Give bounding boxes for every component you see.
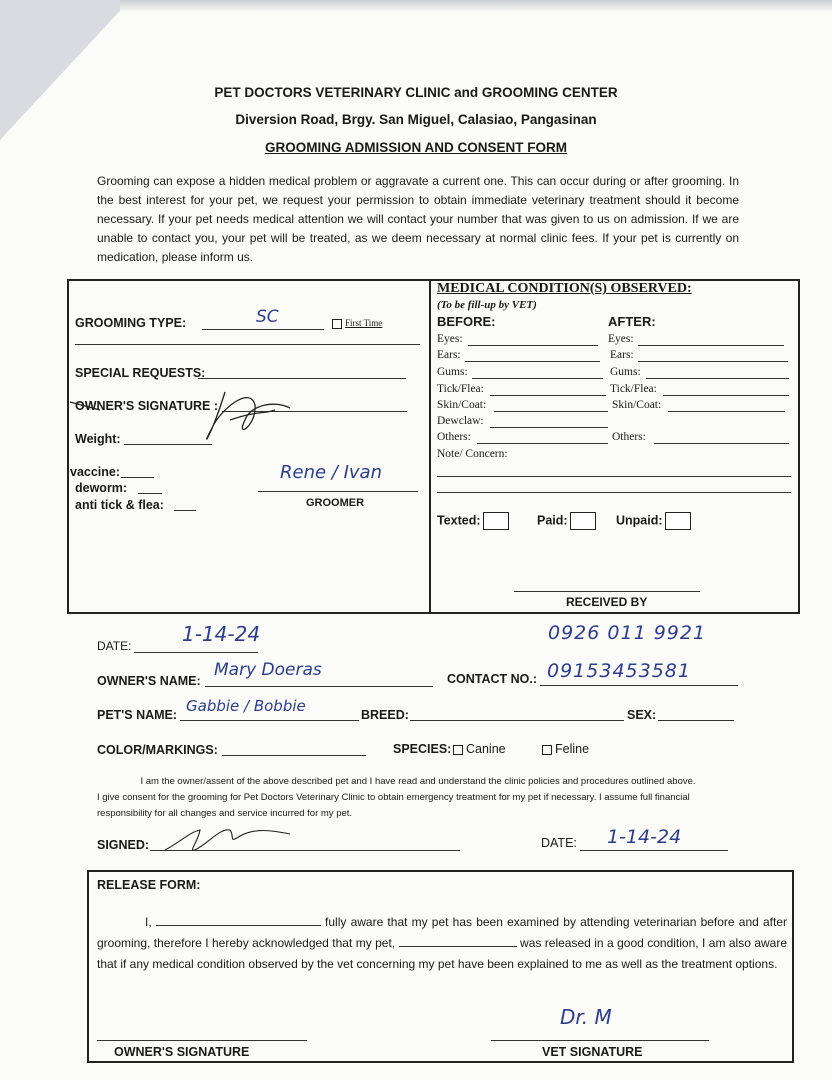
release-owner-blank[interactable] bbox=[156, 913, 321, 926]
after-gums-line[interactable] bbox=[646, 378, 789, 379]
grooming-type-value[interactable]: SC bbox=[256, 307, 279, 327]
before-others-line[interactable] bbox=[477, 443, 608, 444]
before-tick-line[interactable] bbox=[490, 395, 606, 396]
canine-checkbox[interactable] bbox=[453, 745, 463, 755]
texted-option: Texted: bbox=[437, 512, 509, 530]
weight-label: Weight: bbox=[75, 432, 121, 446]
medical-title: MEDICAL CONDITION(S) OBSERVED: bbox=[437, 281, 692, 296]
release-pet-blank[interactable] bbox=[399, 934, 517, 947]
before-ears: Ears: bbox=[437, 349, 461, 361]
after-ears: Ears: bbox=[610, 349, 634, 361]
date-line bbox=[134, 652, 258, 653]
before-label: BEFORE: bbox=[437, 314, 496, 329]
species-canine-option[interactable]: Canine bbox=[453, 742, 506, 756]
owner-signature-label: OWNER'S SIGNATURE : bbox=[75, 399, 219, 413]
feline-checkbox[interactable] bbox=[542, 745, 552, 755]
after-eyes: Eyes: bbox=[608, 333, 634, 345]
groomer-label: GROOMER bbox=[306, 497, 365, 509]
after-eyes-line[interactable] bbox=[638, 345, 784, 346]
species-feline-option[interactable]: Feline bbox=[542, 742, 589, 756]
signed-scribble bbox=[160, 822, 300, 858]
grooming-type-line bbox=[202, 329, 324, 330]
before-skin: Skin/Coat: bbox=[437, 399, 487, 411]
contact-value[interactable]: 09153453581 bbox=[547, 660, 691, 682]
pet-name-line bbox=[180, 720, 359, 721]
consent-line-1: I am the owner/assent of the above described pet and I have read and understand the clinic policies and procedures outlined above. bbox=[140, 776, 696, 787]
first-time-checkbox[interactable] bbox=[332, 319, 342, 329]
box-divider bbox=[429, 280, 431, 613]
vaccine-line[interactable] bbox=[121, 477, 154, 478]
sex-line[interactable] bbox=[658, 720, 734, 721]
first-time-option[interactable]: First Time bbox=[332, 318, 382, 329]
paid-checkbox[interactable] bbox=[570, 512, 596, 530]
release-paragraph: I, fully aware that my pet has been examined by attending veterinarian before and after grooming, therefore I hereby acknowledged that my pet, was released in a good condition, I am also aware that if any medical condition observed by the vet concerning my pet have been explained to me as well as the treatment options. bbox=[97, 915, 788, 971]
special-requests-line[interactable] bbox=[198, 378, 406, 379]
owner-name-value[interactable]: Mary Doeras bbox=[214, 660, 322, 680]
before-skin-line[interactable] bbox=[494, 411, 608, 412]
consent-date-label: DATE: bbox=[541, 836, 577, 850]
breed-label: BREED: bbox=[361, 708, 409, 722]
anti-tick-line[interactable] bbox=[174, 510, 196, 511]
special-requests-label: SPECIAL REQUESTS: bbox=[75, 366, 206, 380]
grooming-extra-line bbox=[75, 344, 420, 345]
pet-name-value[interactable]: Gabbie / Bobbie bbox=[186, 697, 306, 715]
date-label: DATE: bbox=[97, 639, 132, 653]
medical-subtitle: (To be fill-up by VET) bbox=[437, 299, 537, 311]
after-tick: Tick/Flea: bbox=[610, 383, 657, 395]
sex-label: SEX: bbox=[627, 708, 657, 722]
deworm-label: deworm: bbox=[75, 481, 128, 495]
note-line-1[interactable] bbox=[437, 476, 791, 477]
owner-name-line bbox=[205, 686, 433, 687]
intro-paragraph: Grooming can expose a hidden medical problem or aggravate a current one. This can occur during or after grooming. In the best interest for your pet, we request your permission to obtain immediate veterinary treatment should it become necessary. If your pet needs medical attention we will contact your number that was given to us on admission. If we are unable to contact you, your pet will be treated, as we deem necessary at normal clinic fees. If your pet is currently on medication, please inform us. bbox=[97, 174, 739, 264]
species-label: SPECIES: bbox=[393, 742, 452, 756]
vet-signature-label: VET SIGNATURE bbox=[542, 1045, 643, 1059]
clinic-name: PET DOCTORS VETERINARY CLINIC and GROOMING CENTER bbox=[214, 85, 618, 100]
vet-signature-line[interactable] bbox=[491, 1040, 709, 1041]
clinic-address: Diversion Road, Brgy. San Miguel, Calasiao, Pangasinan bbox=[235, 112, 597, 127]
received-by-line[interactable] bbox=[514, 591, 700, 592]
before-gums-line[interactable] bbox=[472, 378, 603, 379]
after-skin: Skin/Coat: bbox=[612, 399, 662, 411]
vet-signature-value: Dr. M bbox=[560, 1005, 612, 1029]
unpaid-checkbox[interactable] bbox=[665, 512, 691, 530]
color-line[interactable] bbox=[222, 755, 366, 756]
contact-label: CONTACT NO.: bbox=[447, 672, 538, 686]
weight-line[interactable] bbox=[124, 444, 212, 445]
date-value[interactable]: 1-14-24 bbox=[182, 622, 261, 646]
after-gums: Gums: bbox=[610, 366, 641, 378]
breed-line[interactable] bbox=[410, 720, 624, 721]
unpaid-option: Unpaid: bbox=[616, 512, 691, 530]
note-line-2[interactable] bbox=[437, 492, 791, 493]
received-by-label: RECEIVED BY bbox=[566, 595, 648, 609]
before-eyes-line[interactable] bbox=[468, 345, 598, 346]
after-label: AFTER: bbox=[608, 314, 656, 329]
owner-name-label: OWNER'S NAME: bbox=[97, 674, 201, 688]
groomer-line bbox=[258, 491, 418, 492]
after-others: Others: bbox=[612, 431, 646, 443]
consent-line-2: I give consent for the grooming for Pet Doctors Veterinary Clinic to obtain emergency treatment for my pet if necessary. I assume full financial responsibility for all changes and service incurred for my pet. bbox=[97, 792, 690, 819]
note-label: Note/ Concern: bbox=[437, 448, 508, 460]
before-gums: Gums: bbox=[437, 366, 468, 378]
grooming-type-label: GROOMING TYPE: bbox=[75, 316, 187, 330]
release-owner-signature-line[interactable] bbox=[97, 1040, 307, 1041]
paid-option: Paid: bbox=[537, 512, 596, 530]
texted-checkbox[interactable] bbox=[483, 512, 509, 530]
before-dewclaw-line[interactable] bbox=[490, 427, 608, 428]
phone-extra: 0926 011 9921 bbox=[548, 622, 707, 644]
groomer-value[interactable]: Rene / Ivan bbox=[280, 462, 382, 483]
color-label: COLOR/MARKINGS: bbox=[97, 743, 218, 757]
before-eyes: Eyes: bbox=[437, 333, 463, 345]
after-ears-line[interactable] bbox=[638, 361, 788, 362]
contact-line bbox=[540, 685, 738, 686]
before-others: Others: bbox=[437, 431, 471, 443]
pet-name-label: PET'S NAME: bbox=[97, 708, 178, 722]
after-skin-line[interactable] bbox=[668, 411, 785, 412]
release-owner-signature-label: OWNER'S SIGNATURE bbox=[114, 1045, 250, 1059]
before-tick: Tick/Flea: bbox=[437, 383, 484, 395]
consent-date-value[interactable]: 1-14-24 bbox=[607, 826, 682, 848]
anti-tick-label: anti tick & flea: bbox=[75, 498, 164, 512]
after-tick-line[interactable] bbox=[663, 395, 789, 396]
form-title: GROOMING ADMISSION AND CONSENT FORM bbox=[265, 140, 567, 155]
after-others-line[interactable] bbox=[654, 443, 789, 444]
deworm-line[interactable] bbox=[138, 493, 162, 494]
before-ears-line[interactable] bbox=[465, 361, 600, 362]
scan-edge bbox=[120, 0, 832, 12]
before-dewclaw: Dewclaw: bbox=[437, 415, 484, 427]
release-title: RELEASE FORM: bbox=[97, 878, 201, 892]
vaccine-label: vaccine: bbox=[70, 465, 121, 479]
consent-date-line bbox=[580, 850, 728, 851]
signed-label: SIGNED: bbox=[97, 838, 150, 852]
